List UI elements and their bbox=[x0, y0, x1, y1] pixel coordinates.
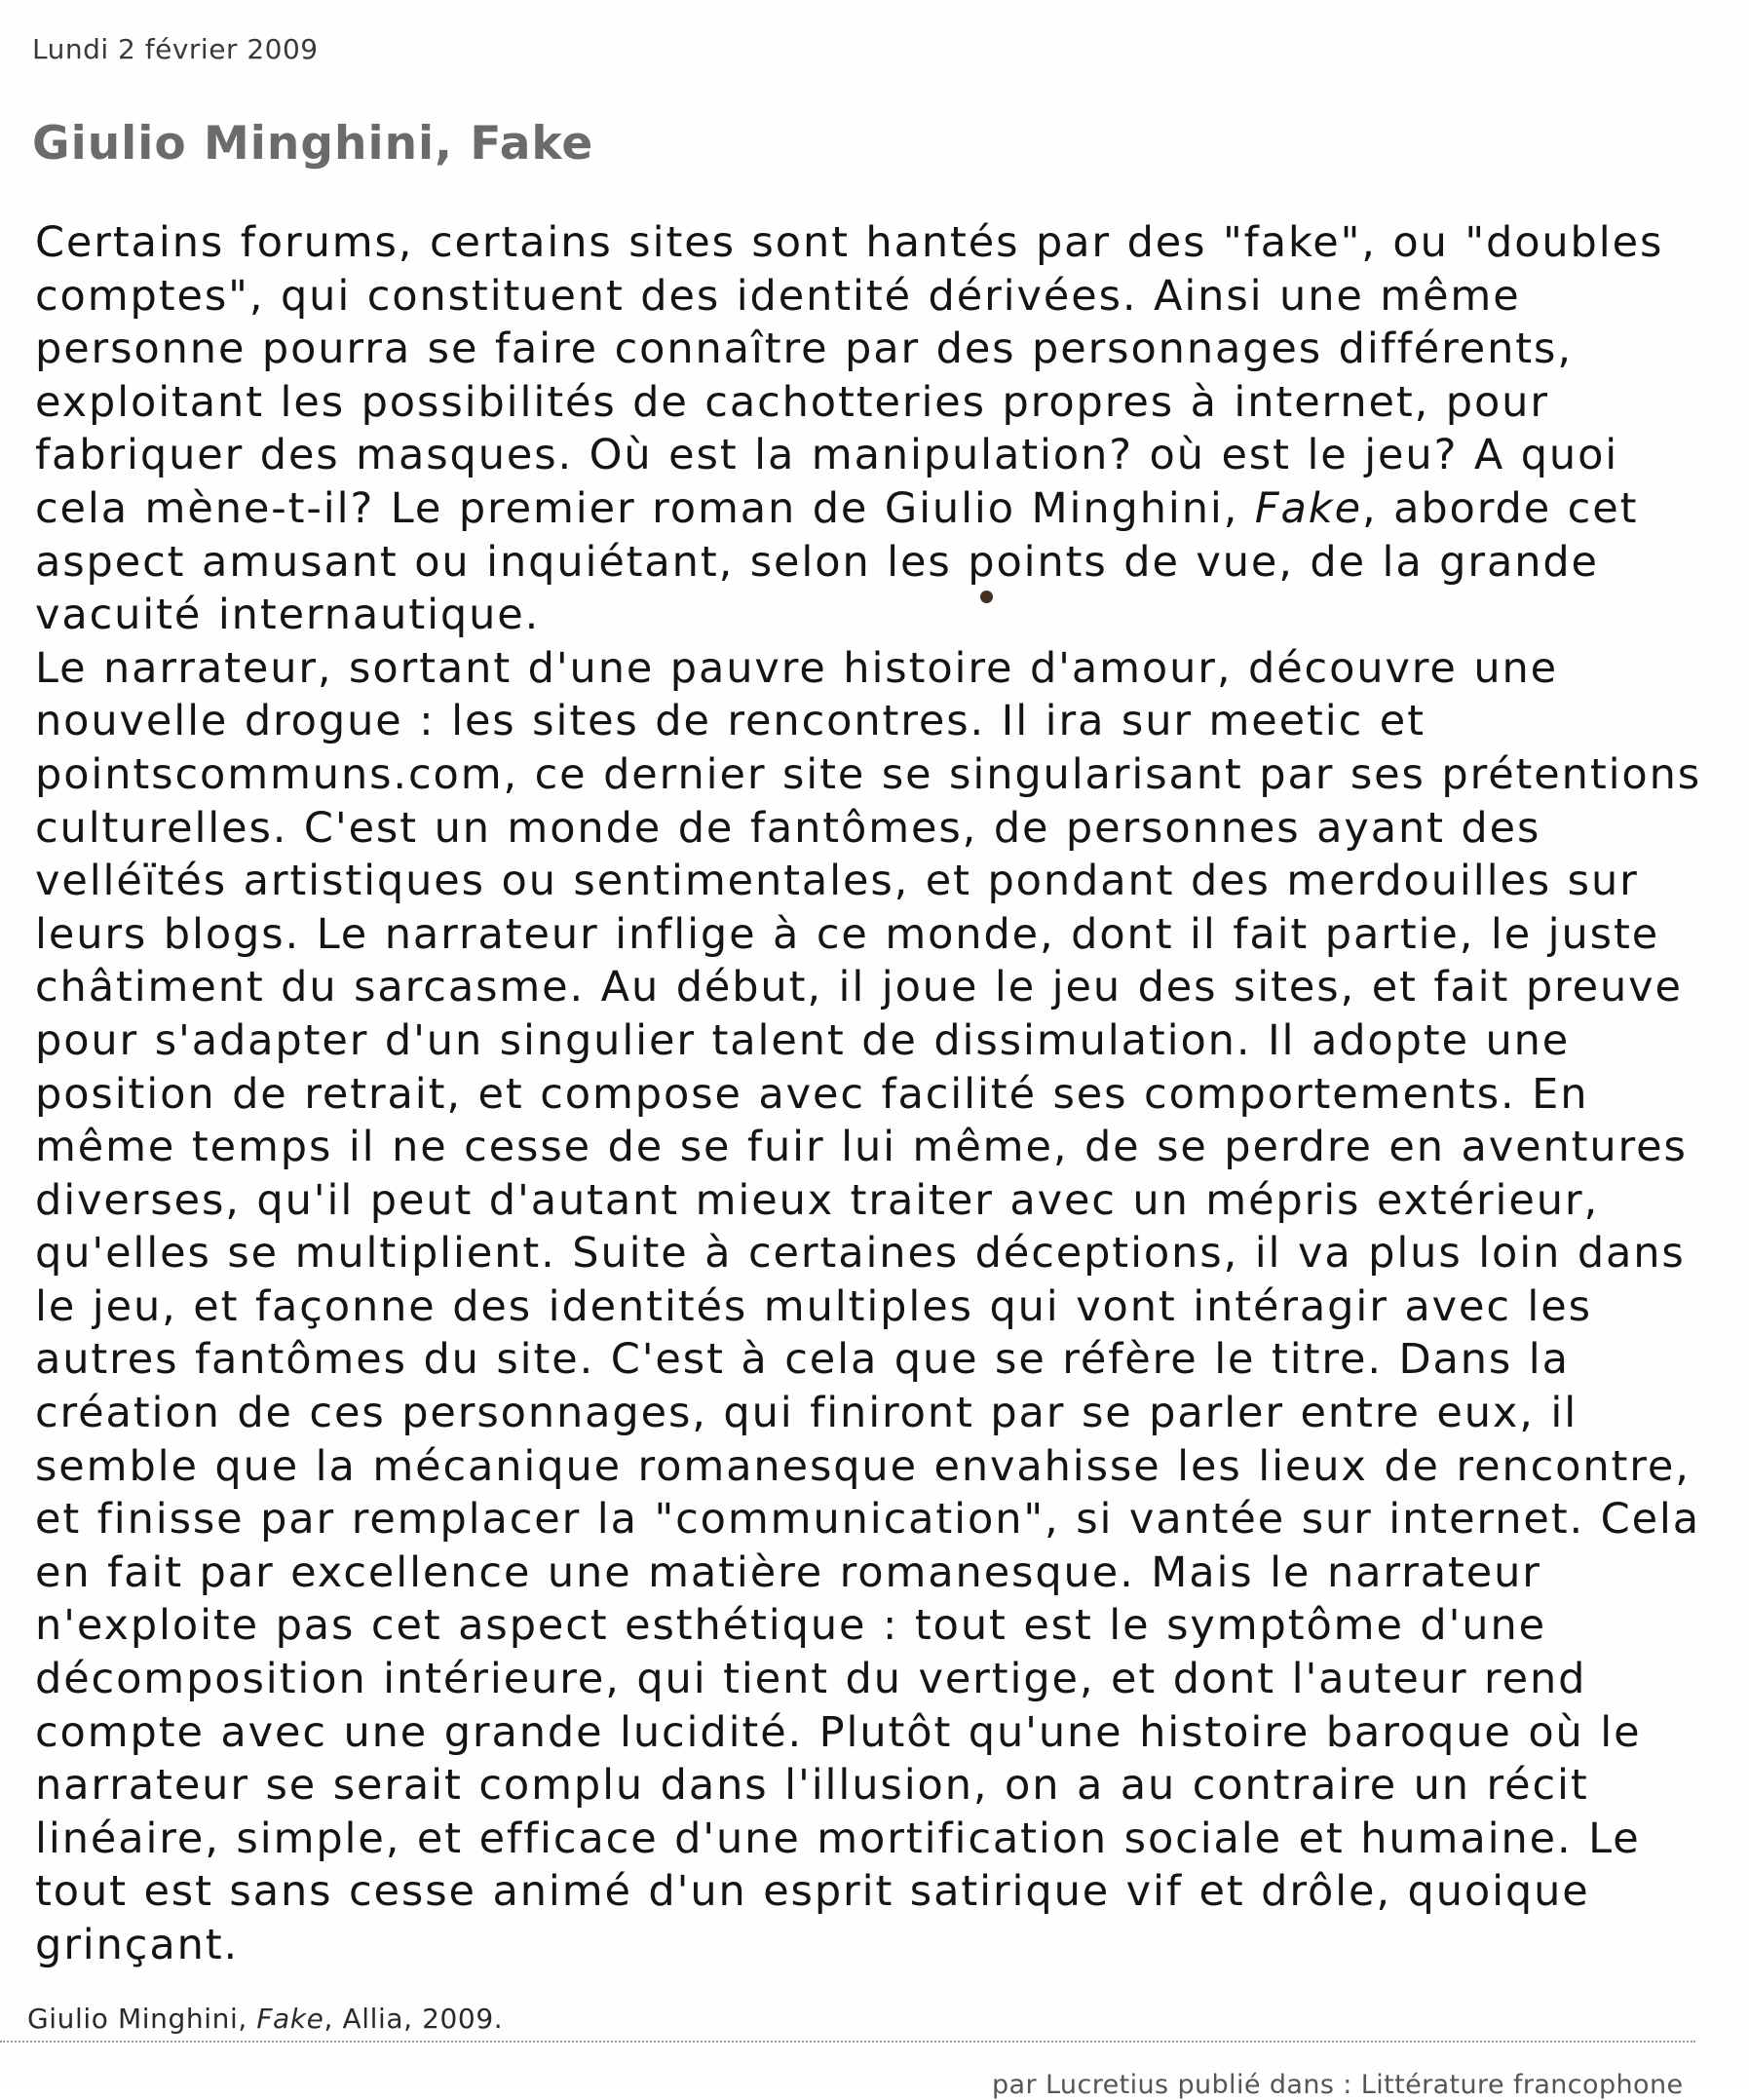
article-line: Certains forums, certains sites sont hantés par des "fake", ou "doubles bbox=[35, 218, 1664, 267]
ink-speck bbox=[980, 591, 993, 603]
article-line: n'exploite pas cet aspect esthétique : tout est le symptôme d'une bbox=[35, 1601, 1546, 1651]
article-body bbox=[35, 216, 1711, 1972]
article-line: autres fantômes du site. C'est à cela que se réfère le titre. Dans la bbox=[35, 1335, 1570, 1385]
article-line: aspect amusant ou inquiétant, selon les points de vue, de la grande bbox=[35, 537, 1599, 587]
article-line: personne pourra se faire connaître par des personnages différents, bbox=[35, 325, 1573, 374]
article-line: en fait par excellence une matière romanesque. Mais le narrateur bbox=[35, 1547, 1541, 1597]
article-line: châtiment du sarcasme. Au début, il joue le jeu des sites, et fait preuve bbox=[35, 963, 1683, 1012]
article-line: semble que la mécanique romanesque envahisse les lieux de rencontre, bbox=[35, 1441, 1691, 1491]
article-line: position de retrait, et compose avec facilité ses comportements. En bbox=[35, 1069, 1589, 1119]
article-line: vacuité internautique. bbox=[35, 591, 541, 640]
article-line: tout est sans cesse animé d'un esprit satirique vif et drôle, quoique bbox=[35, 1867, 1590, 1917]
article-line: pour s'adapter d'un singulier talent de dissimulation. Il adopte une bbox=[35, 1015, 1571, 1065]
article-line: création de ces personnages, qui finiront par se parler entre eux, il bbox=[35, 1389, 1578, 1438]
article-line: le jeu, et façonne des identités multiples qui vont intéragir avec les bbox=[35, 1281, 1592, 1331]
article-line: et finisse par remplacer la "communication", si vantée sur internet. Cela bbox=[35, 1495, 1701, 1545]
book-title-italic: Fake bbox=[1254, 483, 1362, 533]
article-line: linéaire, simple, et efficace d'une mortification sociale et humaine. Le bbox=[35, 1814, 1641, 1863]
article-line: exploitant les possibilités de cachotteries propres à internet, pour bbox=[35, 377, 1549, 427]
citation-book-title: Fake bbox=[256, 2003, 324, 2035]
book-citation bbox=[27, 2003, 503, 2035]
article-line-start: cela mène-t-il? Le premier roman de Giulio Minghini, bbox=[35, 483, 1239, 533]
article-line-end: , aborde cet bbox=[1361, 483, 1639, 533]
article-line: diverses, qu'il peut d'autant mieux traiter avec un mépris extérieur, bbox=[35, 1175, 1600, 1225]
article-line: Le narrateur, sortant d'une pauvre histoire d'amour, découvre une bbox=[35, 643, 1559, 693]
article-line: velléïtés artistiques ou sentimentales, et pondant des merdouilles sur bbox=[35, 857, 1639, 906]
article-line: décomposition intérieure, qui tient du vertige, et dont l'auteur rend bbox=[35, 1655, 1587, 1704]
post-footer-meta[interactable]: par Lucretius publié dans : Littérature francophone bbox=[992, 2070, 1684, 2100]
article-line: qu'elles se multiplient. Suite à certaines déceptions, il va plus loin dans bbox=[35, 1229, 1686, 1279]
article-line: culturelles. C'est un monde de fantômes, de personnes ayant des bbox=[35, 803, 1541, 853]
citation-author: Giulio Minghini, bbox=[27, 2003, 257, 2035]
article-line: fabriquer des masques. Où est la manipulation? où est le jeu? A quoi bbox=[35, 431, 1619, 480]
post-date: Lundi 2 février 2009 bbox=[32, 33, 319, 65]
post-title[interactable]: Giulio Minghini, Fake bbox=[32, 117, 594, 171]
article-line: leurs blogs. Le narrateur inflige à ce monde, dont il fait partie, le juste bbox=[35, 909, 1660, 959]
dotted-divider bbox=[0, 2041, 1695, 2043]
article-line: pointscommuns.com, ce dernier site se singularisant par ses prétentions bbox=[35, 749, 1702, 799]
article-line: narrateur se serait complu dans l'illusion, on a au contraire un récit bbox=[35, 1761, 1589, 1811]
article-line: compte avec une grande lucidité. Plutôt qu'une histoire baroque où le bbox=[35, 1707, 1642, 1757]
article-line: nouvelle drogue : les sites de rencontres. Il ira sur meetic et bbox=[35, 697, 1426, 746]
citation-publisher: , Allia, 2009. bbox=[323, 2003, 504, 2035]
article-line: même temps il ne cesse de se fuir lui même, de se perdre en aventures bbox=[35, 1123, 1688, 1172]
article-line-with-title bbox=[35, 482, 1711, 536]
article-line: comptes", qui constituent des identité dérivées. Ainsi une même bbox=[35, 271, 1521, 321]
article-line: grinçant. bbox=[35, 1921, 240, 1969]
